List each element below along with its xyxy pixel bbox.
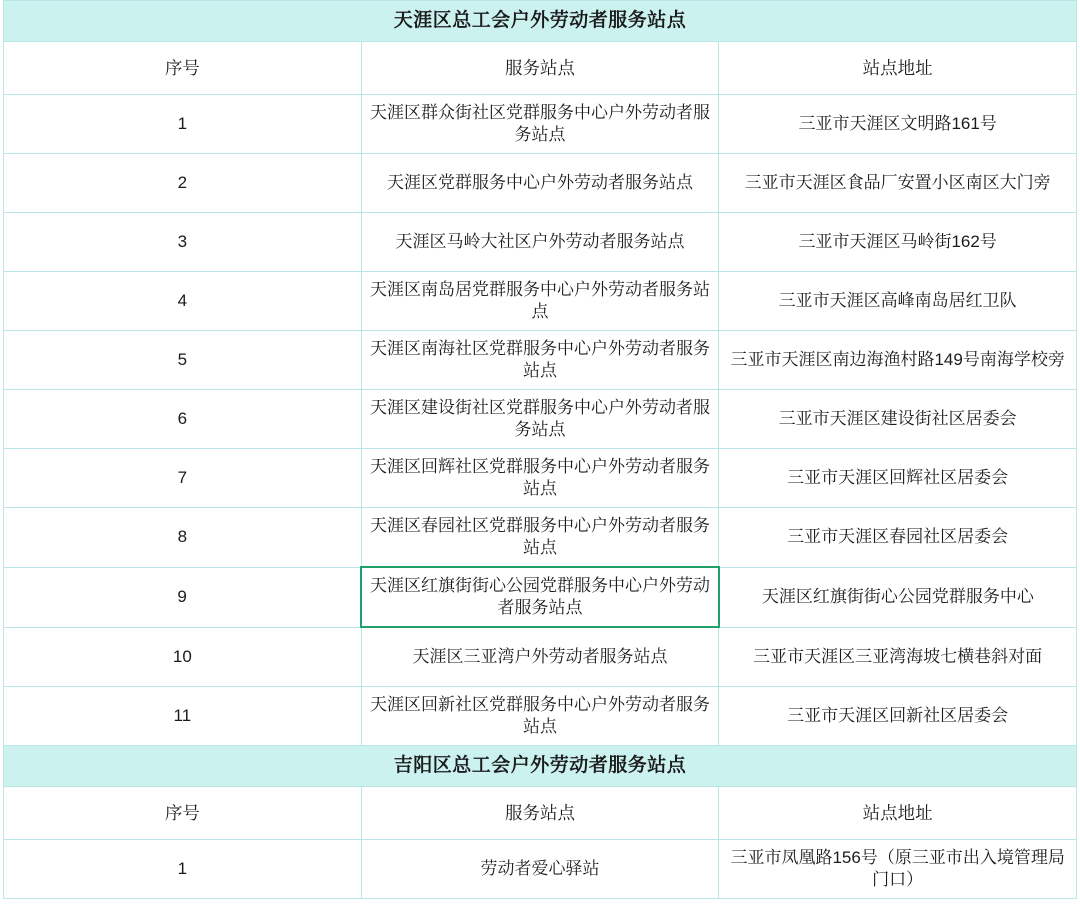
row-address: 天涯区红旗街街心公园党群服务中心 (719, 567, 1077, 627)
row-index: 5 (4, 331, 362, 390)
table-row (4, 154, 1077, 213)
row-station: 天涯区回新社区党群服务中心户外劳动者服务站点 (361, 687, 719, 746)
row-address: 三亚市天涯区三亚湾海坡七横巷斜对面 (719, 627, 1077, 687)
row-index: 9 (4, 567, 362, 627)
table-body (4, 1, 1077, 899)
row-station: 天涯区春园社区党群服务中心户外劳动者服务站点 (361, 508, 719, 568)
section-title-row (4, 746, 1077, 787)
table-row (4, 840, 1077, 899)
table-row (4, 272, 1077, 331)
row-station-highlighted: 天涯区红旗街街心公园党群服务中心户外劳动者服务站点 (361, 567, 719, 627)
row-index: 7 (4, 449, 362, 508)
row-address: 三亚市凤凰路156号（原三亚市出入境管理局门口） (719, 840, 1077, 899)
column-header-station: 服务站点 (361, 787, 719, 840)
row-address: 三亚市天涯区建设街社区居委会 (719, 390, 1077, 449)
row-index: 10 (4, 627, 362, 687)
table-row (4, 213, 1077, 272)
row-address: 三亚市天涯区文明路161号 (719, 95, 1077, 154)
row-station: 天涯区南海社区党群服务中心户外劳动者服务站点 (361, 331, 719, 390)
row-address: 三亚市天涯区回辉社区居委会 (719, 449, 1077, 508)
table-row (4, 508, 1077, 568)
row-index: 6 (4, 390, 362, 449)
row-index: 3 (4, 213, 362, 272)
row-index: 2 (4, 154, 362, 213)
row-station: 劳动者爱心驿站 (361, 840, 719, 899)
table-row (4, 449, 1077, 508)
table-row (4, 95, 1077, 154)
row-index: 11 (4, 687, 362, 746)
section-title-tianya: 天涯区总工会户外劳动者服务站点 (4, 1, 1077, 42)
table-row (4, 687, 1077, 746)
table-row-highlighted (4, 567, 1077, 627)
row-address: 三亚市天涯区回新社区居委会 (719, 687, 1077, 746)
column-header-station: 服务站点 (361, 42, 719, 95)
row-address: 三亚市天涯区高峰南岛居红卫队 (719, 272, 1077, 331)
column-header-index: 序号 (4, 42, 362, 95)
section-title-row (4, 1, 1077, 42)
table-row (4, 331, 1077, 390)
outdoor-worker-service-stations-table (3, 0, 1077, 899)
column-header-index: 序号 (4, 787, 362, 840)
row-address: 三亚市天涯区食品厂安置小区南区大门旁 (719, 154, 1077, 213)
section-title-jiyang: 吉阳区总工会户外劳动者服务站点 (4, 746, 1077, 787)
column-header-row (4, 787, 1077, 840)
row-station: 天涯区群众街社区党群服务中心户外劳动者服务站点 (361, 95, 719, 154)
row-station: 天涯区建设街社区党群服务中心户外劳动者服务站点 (361, 390, 719, 449)
row-index: 8 (4, 508, 362, 568)
row-station: 天涯区回辉社区党群服务中心户外劳动者服务站点 (361, 449, 719, 508)
row-index: 1 (4, 95, 362, 154)
row-station: 天涯区马岭大社区户外劳动者服务站点 (361, 213, 719, 272)
row-index: 1 (4, 840, 362, 899)
row-address: 三亚市天涯区春园社区居委会 (719, 508, 1077, 568)
table-row (4, 627, 1077, 687)
column-header-address: 站点地址 (719, 42, 1077, 95)
row-station: 天涯区三亚湾户外劳动者服务站点 (361, 627, 719, 687)
column-header-row (4, 42, 1077, 95)
row-station: 天涯区党群服务中心户外劳动者服务站点 (361, 154, 719, 213)
row-station: 天涯区南岛居党群服务中心户外劳动者服务站点 (361, 272, 719, 331)
row-address: 三亚市天涯区马岭街162号 (719, 213, 1077, 272)
table-row (4, 390, 1077, 449)
row-address: 三亚市天涯区南边海渔村路149号南海学校旁 (719, 331, 1077, 390)
column-header-address: 站点地址 (719, 787, 1077, 840)
row-index: 4 (4, 272, 362, 331)
